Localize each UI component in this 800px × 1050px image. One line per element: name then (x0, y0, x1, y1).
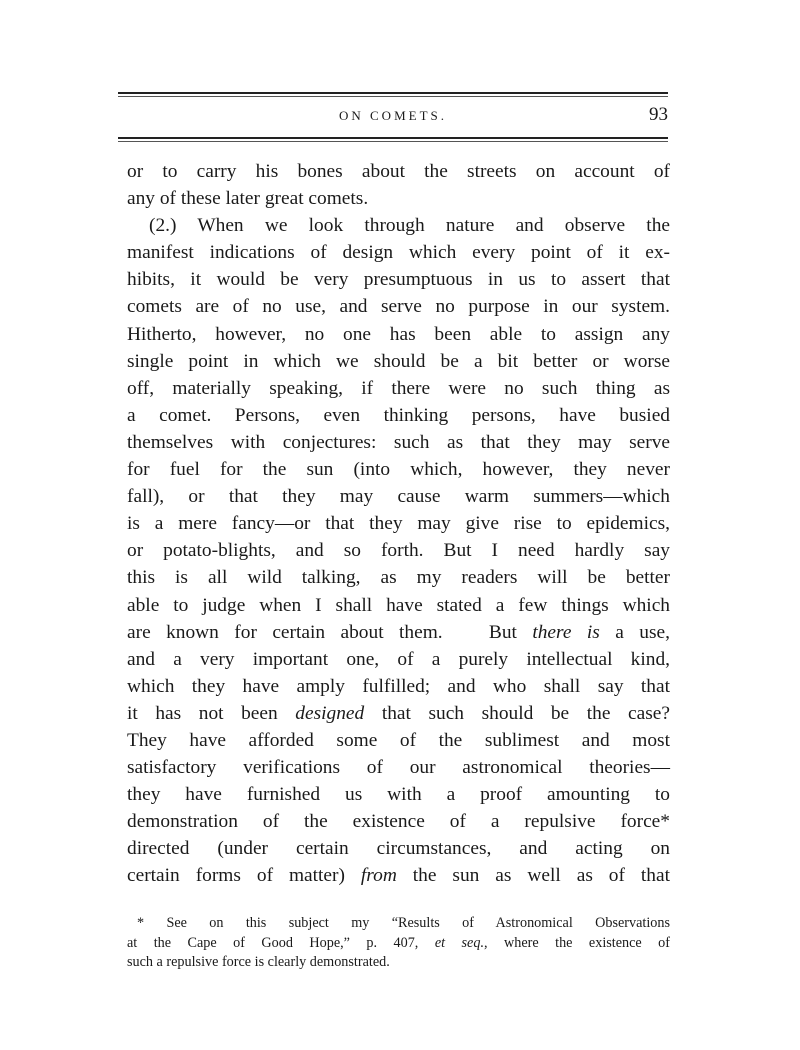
header-rule-top (118, 92, 668, 94)
text-line: this is all wild talking, as my readers will be better (127, 567, 670, 589)
italic-emphasis: from (360, 865, 397, 887)
text-segment: , where the existence of (484, 934, 670, 951)
text-line: comets are of no use, and serve no purpose in our system. (127, 296, 670, 318)
body-text (127, 158, 670, 890)
text-line: off, materially speaking, if there were no such thing as (127, 377, 670, 399)
running-head (118, 104, 668, 132)
text-segment: But (488, 621, 517, 643)
text-segment: at the Cape of Good Hope,” p. 407, (127, 934, 419, 951)
footnote-line (127, 934, 670, 954)
text-segment: certain forms of matter) (127, 865, 345, 887)
text-line: manifest indications of design which every point of it ex- (127, 242, 670, 264)
footnote-line: * See on this subject my “Results of Astronomical Observations (137, 915, 670, 931)
text-line: They have afforded some of the sublimest and most (127, 729, 670, 751)
text-line: which they have amply fulfilled; and who shall say that (127, 675, 670, 697)
text-segment: that such should be the case? (381, 702, 670, 724)
text-line: is a mere fancy—or that they may give rise to epidemics, (127, 513, 670, 535)
text-line: able to judge when I shall have stated a few things which (127, 594, 670, 616)
text-segment: it has not been (127, 702, 278, 724)
text-segment: are known for certain about them. (127, 621, 443, 643)
text-segment: the sun as well as of that (412, 865, 670, 887)
text-line: or to carry his bones about the streets on account of (127, 161, 670, 182)
header-rule-bottom (118, 137, 668, 139)
text-line (127, 862, 670, 889)
page-number: 93 (649, 104, 668, 125)
text-line: Hitherto, however, no one has been able to assign any (127, 323, 670, 345)
italic-emphasis: there is (532, 621, 600, 643)
text-line: or potato-blights, and so forth. But I need hardly say (127, 540, 670, 562)
text-line: they have furnished us with a proof amounting to (127, 784, 670, 806)
italic-emphasis: designed (295, 702, 365, 724)
header-rule-bottom-thin (118, 141, 668, 142)
text-line: any of these later great comets. (127, 188, 369, 210)
italic-emphasis: et seq. (434, 934, 484, 951)
header-rule-top-thin (118, 96, 668, 97)
text-line (127, 700, 670, 727)
text-line: demonstration of the existence of a repulsive force* (127, 811, 670, 833)
footnote (127, 914, 670, 973)
text-line: hibits, it would be very presumptuous in us to assert that (127, 269, 670, 291)
text-line: directed (under certain circumstances, and acting on (127, 838, 670, 860)
text-line (127, 619, 670, 646)
footnote-line: such a repulsive force is clearly demonstrated. (127, 954, 390, 970)
text-line: satisfactory verifications of our astronomical theories— (127, 757, 670, 779)
text-line: (2.) When we look through nature and observe the (149, 215, 670, 237)
text-segment: a use, (615, 621, 670, 643)
text-line: and a very important one, of a purely intellectual kind, (127, 648, 670, 670)
text-line: fall), or that they may cause warm summers—which (127, 486, 670, 508)
text-line: a comet. Persons, even thinking persons, have busied (127, 404, 670, 426)
text-line: single point in which we should be a bit better or worse (127, 350, 670, 372)
text-line: for fuel for the sun (into which, however, they never (127, 459, 670, 481)
running-title: ON COMETS. (338, 108, 447, 123)
text-line: themselves with conjectures: such as that they may serve (127, 431, 670, 453)
